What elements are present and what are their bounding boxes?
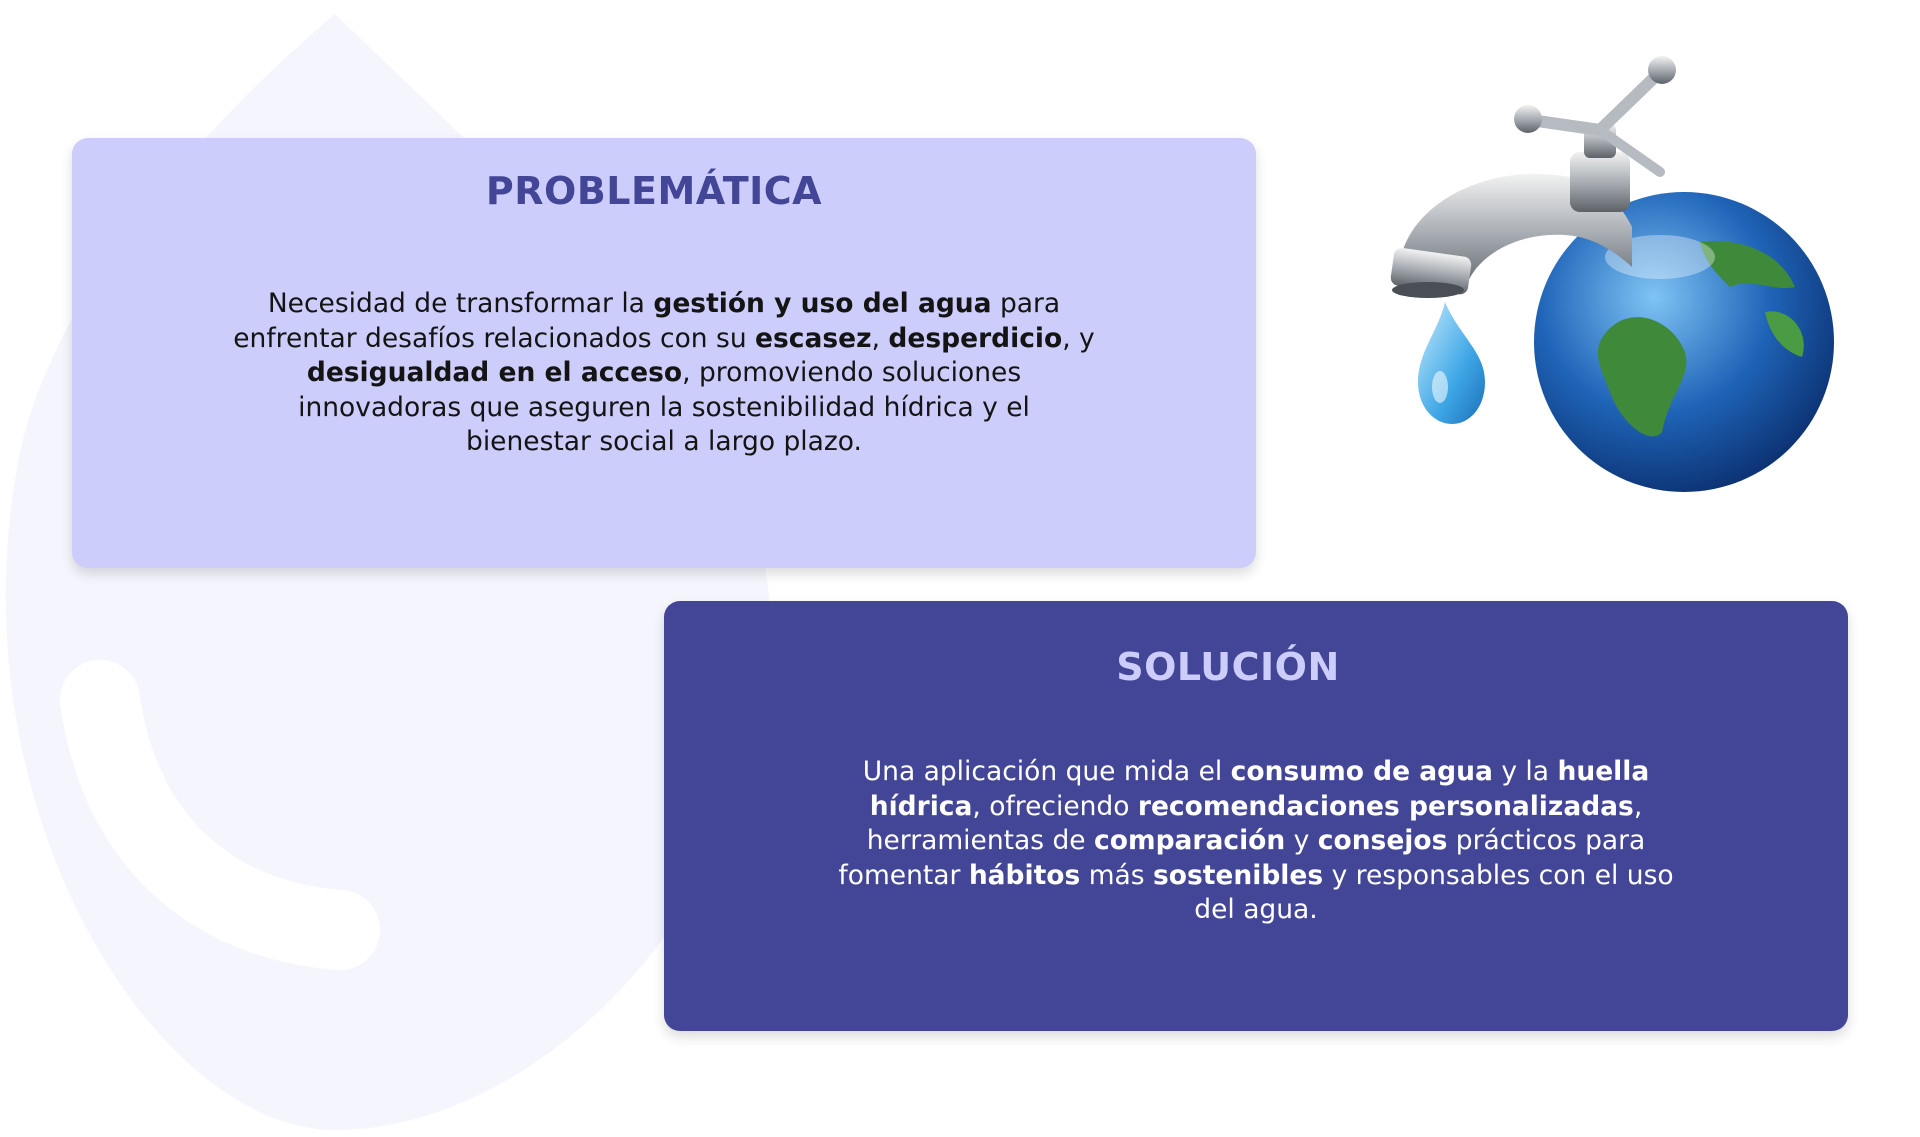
text-line [664, 790, 1848, 825]
text-segment: , promoviendo soluciones [682, 357, 1022, 388]
text-line [72, 322, 1256, 357]
text-segment: prácticos para [1447, 825, 1646, 856]
text-segment: innovadoras que aseguren la sostenibilidad hídrica y el [298, 391, 1030, 423]
text-line [72, 425, 1256, 460]
problem-title: PROBLEMÁTICA [485, 169, 823, 213]
text-segment: fomentar [838, 859, 969, 891]
text-segment: , y [1062, 322, 1095, 354]
bold-text-segment: consejos [1317, 825, 1448, 856]
text-line [72, 287, 1256, 322]
bold-text-segment: comparación [1094, 825, 1286, 856]
text-segment: más [1080, 859, 1153, 891]
text-segment: para [991, 288, 1061, 319]
text-line [72, 391, 1256, 426]
faucet-dripping-on-globe-icon [1370, 52, 1850, 502]
bold-text-segment: consumo de agua [1230, 756, 1493, 787]
bold-text-segment: hábitos [968, 859, 1081, 891]
text-line [72, 356, 1256, 391]
bold-text-segment: desperdicio [888, 322, 1063, 354]
bold-text-segment: gestión y uso del agua [653, 288, 992, 319]
bold-text-segment: recomendaciones personalizadas [1137, 790, 1634, 822]
text-line [664, 859, 1848, 894]
text-segment: enfrentar desafíos relacionados con su [233, 322, 756, 354]
bold-text-segment: huella [1557, 756, 1650, 787]
bold-text-segment: sostenibles [1152, 859, 1324, 891]
problem-card [72, 138, 1256, 568]
text-line [664, 824, 1848, 859]
text-segment: bienestar social a largo plazo. [466, 426, 862, 457]
text-segment: Necesidad de transformar la [267, 288, 654, 319]
text-line [664, 755, 1848, 790]
text-segment: Una aplicación que mida el [862, 756, 1231, 787]
text-segment: y responsables con el uso [1323, 859, 1674, 891]
text-segment: y [1285, 825, 1318, 856]
bold-text-segment: desigualdad en el acceso [306, 357, 683, 388]
problem-description [72, 287, 1256, 460]
solution-card [664, 601, 1848, 1031]
solution-title: SOLUCIÓN [1116, 645, 1340, 689]
text-line [664, 893, 1848, 928]
bold-text-segment: hídrica [869, 790, 973, 822]
text-segment: del agua. [1194, 894, 1318, 925]
text-segment: y la [1492, 756, 1558, 787]
text-segment: , [871, 322, 889, 354]
text-segment: , [1633, 790, 1643, 822]
bold-text-segment: escasez [755, 322, 872, 354]
text-segment: , ofreciendo [972, 790, 1138, 822]
text-segment: herramientas de [866, 825, 1095, 856]
solution-description [664, 755, 1848, 928]
